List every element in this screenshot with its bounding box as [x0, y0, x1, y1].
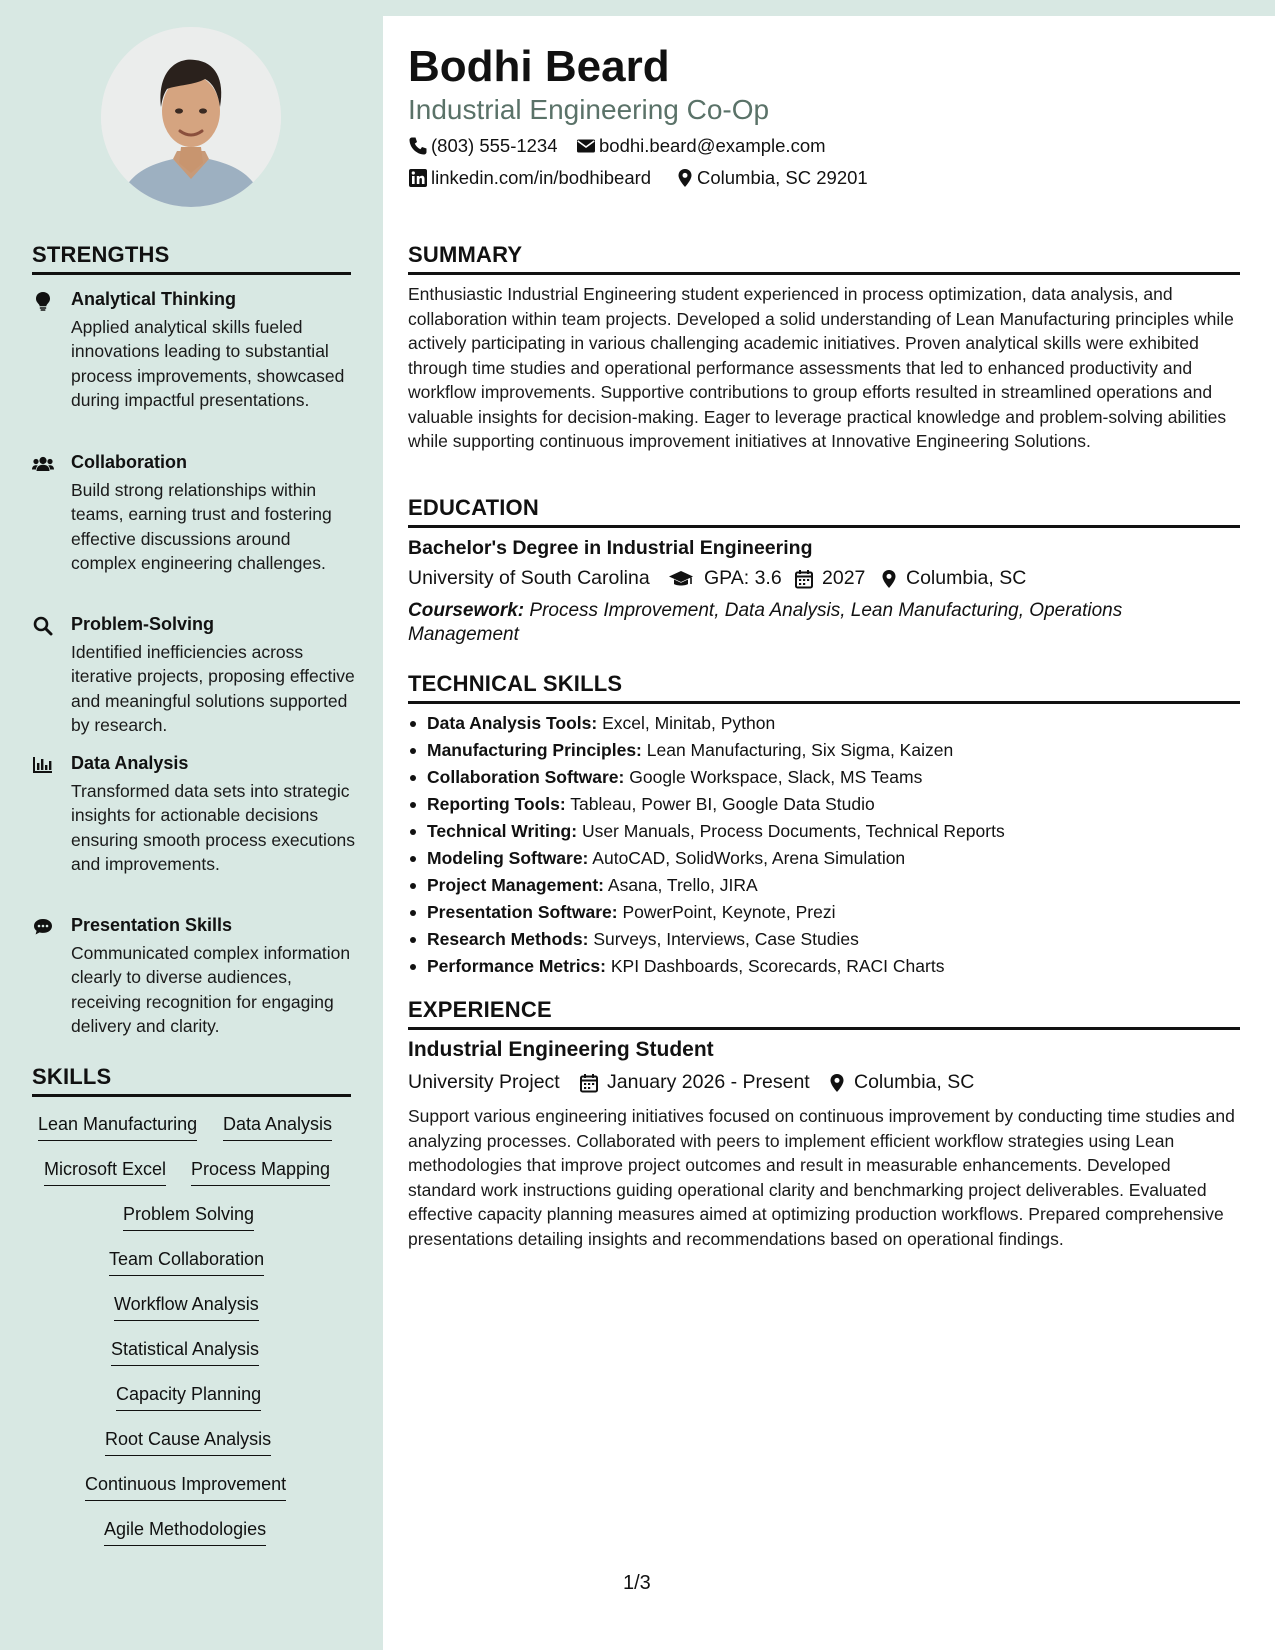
phone-number: (803) 555-1234 [431, 135, 558, 156]
skill-tag: Agile Methodologies [104, 1519, 266, 1546]
list-item: Modeling Software: AutoCAD, SolidWorks, Arena Simulation [408, 845, 1228, 872]
gpa: GPA: 3.6 [704, 567, 782, 589]
technical-skills-list [408, 710, 1228, 980]
graduation-year: 2027 [822, 567, 866, 589]
skill-tag: Statistical Analysis [111, 1339, 259, 1366]
avatar [101, 27, 281, 207]
school-name: University of South Carolina [408, 567, 650, 589]
education-location: Columbia, SC [906, 567, 1027, 589]
linkedin-link[interactable]: linkedin.com/in/bodhibeard [431, 167, 652, 188]
strength-title: Data Analysis [71, 753, 189, 773]
strength-title: Problem-Solving [71, 614, 215, 634]
skill-tag: Capacity Planning [116, 1384, 261, 1411]
skill-tag: Continuous Improvement [85, 1474, 286, 1501]
list-item: Presentation Software: PowerPoint, Keynote, Prezi [408, 899, 1228, 926]
strength-title: Collaboration [71, 452, 187, 472]
summary-text: Enthusiastic Industrial Engineering student experienced in process optimization, data analysis, and collaboration within team projects. Developed a solid understanding of Lean Manufacturing principles while actively participating in various challenging academic initiatives. Proven analytical skills were exhibited through time studies and operational performance assessments that led to enhanced productivity and workflow improvements. Supportive contributions to group efforts resulted in streamlined operations and valuable insights for decision-making. Eager to leverage practical knowledge and problem-solving abilities while supporting continuous improvement initiatives at Innovative Engineering Solutions. [408, 284, 1234, 451]
skills-title: SKILLS [32, 1064, 112, 1089]
education-divider [408, 525, 1240, 528]
graduation-cap-icon [668, 569, 694, 589]
technical-skills-divider [408, 701, 1240, 704]
technical-skills-title: TECHNICAL SKILLS [408, 671, 623, 696]
strength-description: Communicated complex information clearly to diverse audiences, receiving recognition for engaging delivery and clarity. [71, 943, 351, 1037]
employment-dates: January 2026 - Present [607, 1071, 810, 1093]
map-pin-icon [675, 168, 695, 188]
organization: University Project [408, 1071, 560, 1093]
skill-tag: Lean Manufacturing [38, 1114, 197, 1141]
map-pin-icon [827, 1073, 847, 1093]
strength-description: Identified inefficiencies across iterative projects, proposing effective and meaningful solutions supported by research. [71, 642, 355, 736]
comments-icon [32, 917, 54, 937]
list-item: Research Methods: Surveys, Interviews, Case Studies [408, 926, 1228, 953]
skill-tag: Data Analysis [223, 1114, 332, 1141]
list-item: Performance Metrics: KPI Dashboards, Scorecards, RACI Charts [408, 953, 1228, 980]
skill-tag: Process Mapping [191, 1159, 330, 1186]
strength-title: Presentation Skills [71, 915, 233, 935]
strength-title: Analytical Thinking [71, 289, 237, 309]
lightbulb-icon [32, 291, 54, 311]
email-link[interactable]: bodhi.beard@example.com [599, 135, 826, 156]
coursework-label: Coursework: [408, 600, 525, 621]
search-icon [32, 616, 54, 636]
skills-divider [32, 1094, 351, 1097]
list-item: Technical Writing: User Manuals, Process Documents, Technical Reports [408, 818, 1228, 845]
strength-description: Transformed data sets into strategic insights for actionable decisions ensuring smooth process executions and improvements. [71, 781, 356, 875]
summary-title: SUMMARY [408, 242, 523, 267]
strength-description: Applied analytical skills fueled innovations leading to substantial process improvements, showcased during impactful presentations. [71, 317, 345, 411]
strengths-divider [32, 272, 351, 275]
job-role: Industrial Engineering Co-Op [408, 94, 770, 125]
linkedin-icon [408, 168, 428, 188]
page-number: 1/3 [623, 1572, 651, 1594]
summary-divider [408, 272, 1240, 275]
skill-tag: Workflow Analysis [114, 1294, 259, 1321]
job-title: Industrial Engineering Student [408, 1038, 714, 1061]
list-item: Collaboration Software: Google Workspace, Slack, MS Teams [408, 764, 1228, 791]
strength-description: Build strong relationships within teams, earning trust and fostering effective discussions around complex engineering challenges. [71, 480, 332, 574]
strengths-title: STRENGTHS [32, 242, 170, 267]
experience-title: EXPERIENCE [408, 997, 552, 1022]
skill-tag: Problem Solving [123, 1204, 254, 1231]
education-title: EDUCATION [408, 495, 539, 520]
experience-description: Support various engineering initiatives focused on continuous improvement by conducting time studies and analyzing processes. Collaborated with peers to implement efficient workflow strategies using Lean methodologies that improve project outcomes and result in measurable enhancements. Developed standard work instructions guiding operational clarity and benchmarking project deliverables. Evaluated effective capacity planning measures aimed at optimizing production workflows. Prepared comprehensive presentations detailing insights and recommendations based on operational findings. [408, 1106, 1235, 1249]
calendar-icon [794, 569, 814, 589]
list-item: Project Management: Asana, Trello, JIRA [408, 872, 1228, 899]
map-pin-icon [879, 569, 899, 589]
coursework [408, 599, 1228, 647]
skill-tag: Microsoft Excel [44, 1159, 166, 1186]
list-item: Data Analysis Tools: Excel, Minitab, Python [408, 710, 1228, 737]
users-icon [32, 454, 54, 474]
degree: Bachelor's Degree in Industrial Engineering [408, 537, 813, 559]
experience-location: Columbia, SC [854, 1071, 975, 1093]
location: Columbia, SC 29201 [697, 167, 868, 188]
list-item: Manufacturing Principles: Lean Manufacturing, Six Sigma, Kaizen [408, 737, 1228, 764]
list-item: Reporting Tools: Tableau, Power BI, Google Data Studio [408, 791, 1228, 818]
phone-icon [408, 136, 428, 156]
bar-chart-icon [32, 755, 54, 775]
coursework-list: Process Improvement, Data Analysis, Lean Manufacturing, Operations Management [408, 600, 1123, 645]
envelope-icon [576, 136, 596, 156]
skill-tag: Root Cause Analysis [105, 1429, 271, 1456]
skill-tag: Team Collaboration [109, 1249, 264, 1276]
experience-divider [408, 1027, 1240, 1030]
candidate-name: Bodhi Beard [408, 42, 670, 91]
calendar-icon [579, 1073, 599, 1093]
profile-photo [101, 27, 281, 207]
